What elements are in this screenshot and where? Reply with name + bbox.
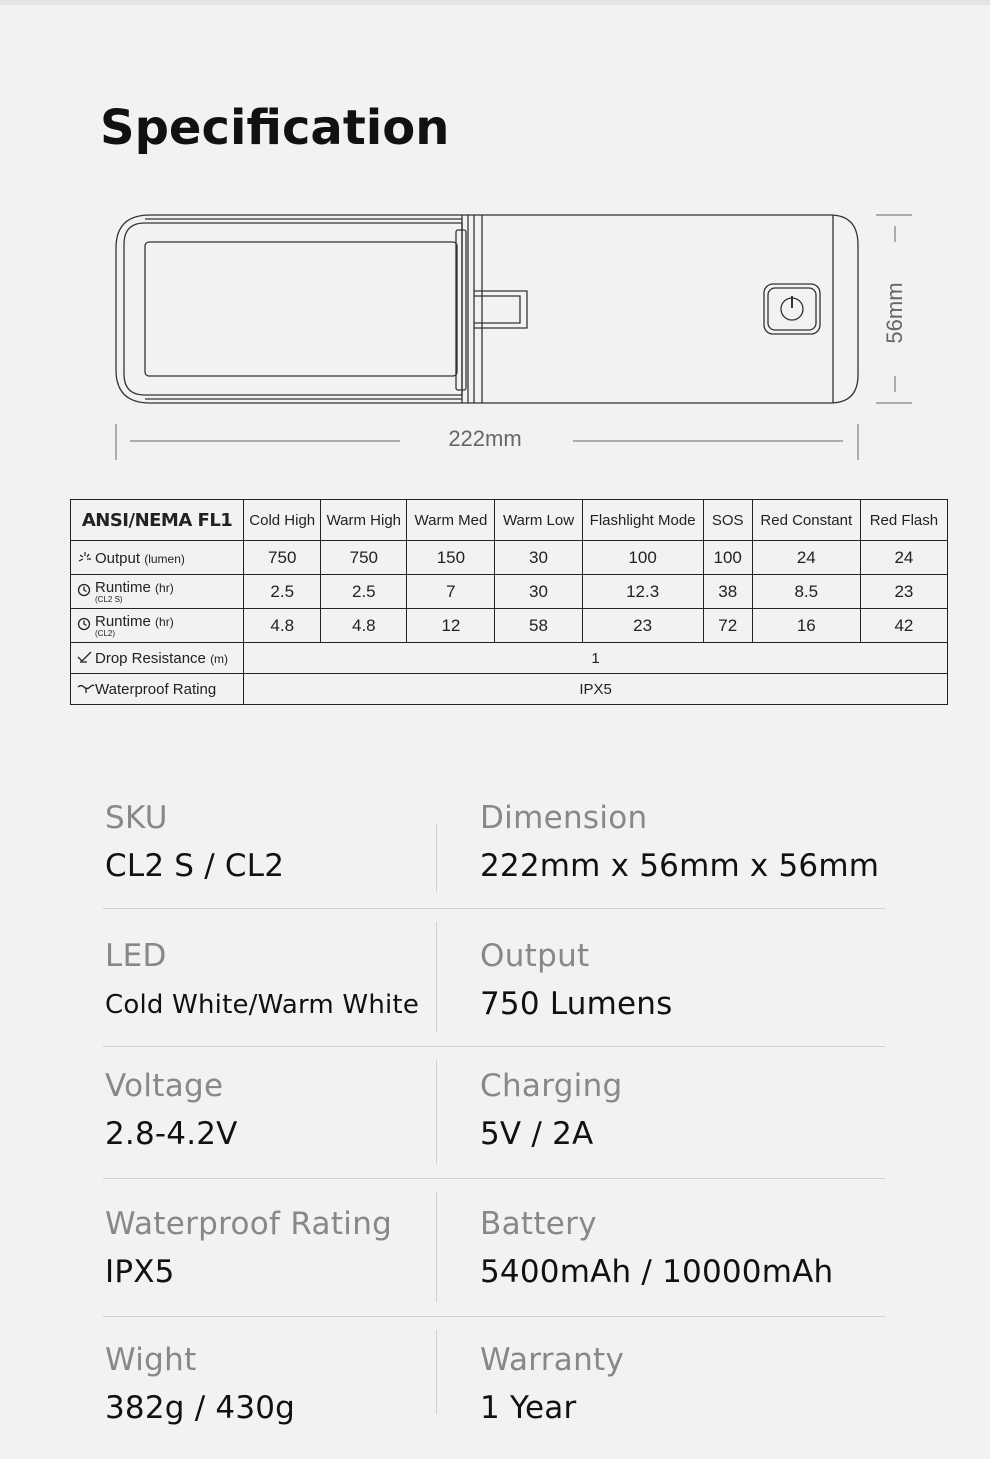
table-cell: 23 [860,575,947,609]
divider [436,1060,437,1164]
table-cell: 4.8 [321,609,407,643]
table-cell: 1 [244,643,948,674]
table-corner: ANSI/NEMA FL1 [71,500,244,541]
height-dimension: 56mm [882,282,907,344]
spec-row [103,1046,885,1178]
table-cell: 2.5 [321,575,407,609]
drop-icon [77,651,95,666]
spec-item-battery: Battery 5400mAh / 10000mAh [480,1206,834,1290]
mode-header: Warm High [321,500,407,541]
table-cell: 2.5 [244,575,321,609]
spec-item-warranty: Warranty 1 Year [480,1342,625,1426]
row-label-drop: Drop Resistance (m) [71,643,244,674]
spec-row [103,1178,885,1316]
table-cell: 750 [244,541,321,575]
table-cell: 24 [860,541,947,575]
divider [436,1330,437,1414]
spec-row [103,908,885,1046]
spec-item-output: Output 750 Lumens [480,938,673,1022]
mode-header: SOS [703,500,752,541]
spec-row [103,790,885,908]
wave-icon [77,682,95,697]
row-label-output: Output (lumen) [71,541,244,575]
table-cell: IPX5 [244,674,948,705]
table-cell: 8.5 [752,575,860,609]
table-cell: 30 [495,575,582,609]
row-label-runtime-cl2: Runtime (hr) (CL2) [71,609,244,643]
spec-item-weight: Wight 382g / 430g [105,1342,296,1426]
table-cell: 24 [752,541,860,575]
spec-item-charging: Charging 5V / 2A [480,1068,623,1152]
table-cell: 100 [582,541,703,575]
spec-row [103,1316,885,1446]
table-row [71,674,948,705]
table-cell: 16 [752,609,860,643]
divider [436,1192,437,1302]
table-row [71,643,948,674]
clock-icon [77,583,95,600]
page-title: Specification [100,100,450,156]
row-label-runtime-cl2s: Runtime (hr) (CL2 S) [71,575,244,609]
table-cell: 42 [860,609,947,643]
table-cell: 23 [582,609,703,643]
table-cell: 12 [407,609,495,643]
table-cell: 750 [321,541,407,575]
table-cell: 58 [495,609,582,643]
table-cell: 38 [703,575,752,609]
table-cell: 4.8 [244,609,321,643]
mode-header: Warm Low [495,500,582,541]
spec-item-dimension: Dimension 222mm x 56mm x 56mm [480,800,880,884]
mode-header: Red Flash [860,500,947,541]
spec-item-led: LED Cold White/Warm White [105,938,420,1020]
table-cell: 12.3 [582,575,703,609]
mode-header: Red Constant [752,500,860,541]
table-cell: 72 [703,609,752,643]
mode-header: Cold High [244,500,321,541]
output-icon [77,551,95,566]
spec-item-sku: SKU CL2 S / CL2 [105,800,285,884]
divider [436,922,437,1032]
mode-header: Warm Med [407,500,495,541]
spec-table [70,499,948,705]
row-label-waterproof: Waterproof Rating [71,674,244,705]
table-header-row [71,500,948,541]
table-row [71,541,948,575]
spec-grid [103,790,885,1446]
table-cell: 30 [495,541,582,575]
clock-icon [77,617,95,634]
mode-header: Flashlight Mode [582,500,703,541]
table-row [71,609,948,643]
spec-item-voltage: Voltage 2.8-4.2V [105,1068,238,1152]
table-row [71,575,948,609]
spec-item-waterproof: Waterproof Rating IPX5 [105,1206,393,1290]
table-cell: 150 [407,541,495,575]
table-cell: 7 [407,575,495,609]
divider [436,824,437,892]
table-cell: 100 [703,541,752,575]
length-dimension: 222mm [448,426,522,451]
top-bar [0,0,990,5]
